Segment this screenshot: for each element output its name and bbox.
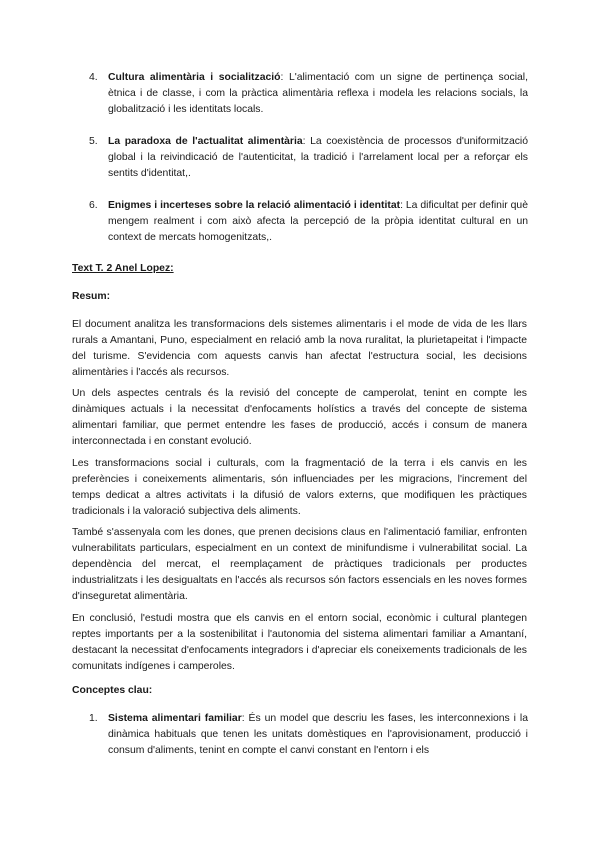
- list-item-separator: :: [241, 713, 249, 724]
- list-item: [72, 711, 528, 759]
- list-item: [72, 198, 528, 246]
- list-item-description: La coexistència de processos d'uniformització global i la reivindicació de l'autenticitat, la tradició i l'arrelament local per a reforçar els sentits d'identitat,.: [108, 136, 529, 179]
- list-item-term: Cultura alimentària i socialització: [108, 72, 281, 83]
- summary-paragraph: El document analitza les transformacions dels sistemes alimentaris i el mode de vida de les llars rurals a Amantani, Puno, especialment en relació amb la nova ruralitat, la plurietapeitat i l'impacte del turisme. S'evidencia com aquests canvis han afectat l'estructura social, les decisions alimentàries i l'accés als recursos.: [72, 319, 527, 378]
- summary-heading: Resum:: [72, 291, 111, 302]
- list-item-term: Sistema alimentari familiar: [108, 713, 242, 724]
- list-item-separator: :: [280, 72, 289, 83]
- summary-paragraph: Les transformacions social i culturals, com la fragmentació de la terra i els canvis en les preferències i coneixements alimentaris, són influenciades per les migracions, l'increment del temps dedicat a altres activitats i la difusió de valors externs, que modifiquen les pràctiques tradicionals i la valoració subjectiva dels aliments.: [72, 458, 527, 517]
- section-title: Text T. 2 Anel Lopez:: [72, 263, 174, 274]
- list-item-text: [108, 70, 528, 118]
- summary-paragraph: En conclusió, l'estudi mostra que els canvis en el entorn social, econòmic i cultural plantegen reptes importants per a la sostenibilitat i l'autonomia del sistema alimentari familiar a Amantaní, destacant la necessitat d'enfocaments integradors i d'apreciar els coneixements tradicionals de les comunitats indígenes i camperoles.: [72, 613, 527, 672]
- summary-paragraph: Un dels aspectes centrals és la revisió del concepte de camperolat, tenint en compte les dinàmiques actuals i la necessitat d'enfocaments holístics a través del concepte de sistema alimentari familiar, que permet entendre les fases de producció, accés i consum de manera interconnectada i en constant evolució.: [72, 388, 527, 447]
- list-item-term: La paradoxa de l'actualitat alimentària: [108, 136, 303, 147]
- list-item-separator: :: [400, 200, 406, 211]
- list-number: 4.: [89, 72, 98, 83]
- key-concepts-list: [72, 711, 528, 759]
- list-item-description: L'alimentació com un signe de pertinença social, ètnica i de classe, i com la pràctica alimentària reflexa i modela les relacions socials, la globalització i les identitats locals.: [108, 72, 529, 115]
- list-item-description: La dificultat per definir què mengem realment i com això afecta la percepció de la pròpia identitat cultural en un context de mercats homogenitzats,.: [108, 200, 528, 243]
- list-item-description: És un model que descriu les fases, les interconnexions i la dinàmica habituals que tenen les unitats domèstiques en l'aprovisionament, producció i consum d'aliments, tenint en compte el canvi constant en l'entorn i els: [108, 713, 528, 756]
- list-item: [72, 134, 528, 182]
- list-item: [72, 70, 528, 118]
- list-number: 6.: [89, 200, 98, 211]
- summary-paragraph: També s'assenyala com les dones, que prenen decisions claus en l'alimentació familiar, enfronten vulnerabilitats particulars, especialment en un context de minifundisme i vulnerabilitat social. La dependència del mercat, el reemplaçament de pràctiques tradicionals per productes industrialitzats i les desigualtats en l'accés als recursos són factors essencials en les noves formes d'inseguretat alimentària.: [72, 527, 527, 602]
- list-item-text: [108, 134, 528, 182]
- concepts-heading: Conceptes clau:: [72, 685, 153, 696]
- list-item-separator: :: [302, 136, 311, 147]
- list-item-text: [108, 198, 528, 246]
- key-concepts-list-continued: [72, 70, 528, 246]
- list-item-text: [108, 711, 528, 759]
- list-number: 1.: [89, 713, 98, 724]
- list-item-term: Enigmes i incerteses sobre la relació alimentació i identitat: [108, 200, 401, 211]
- list-number: 5.: [89, 136, 98, 147]
